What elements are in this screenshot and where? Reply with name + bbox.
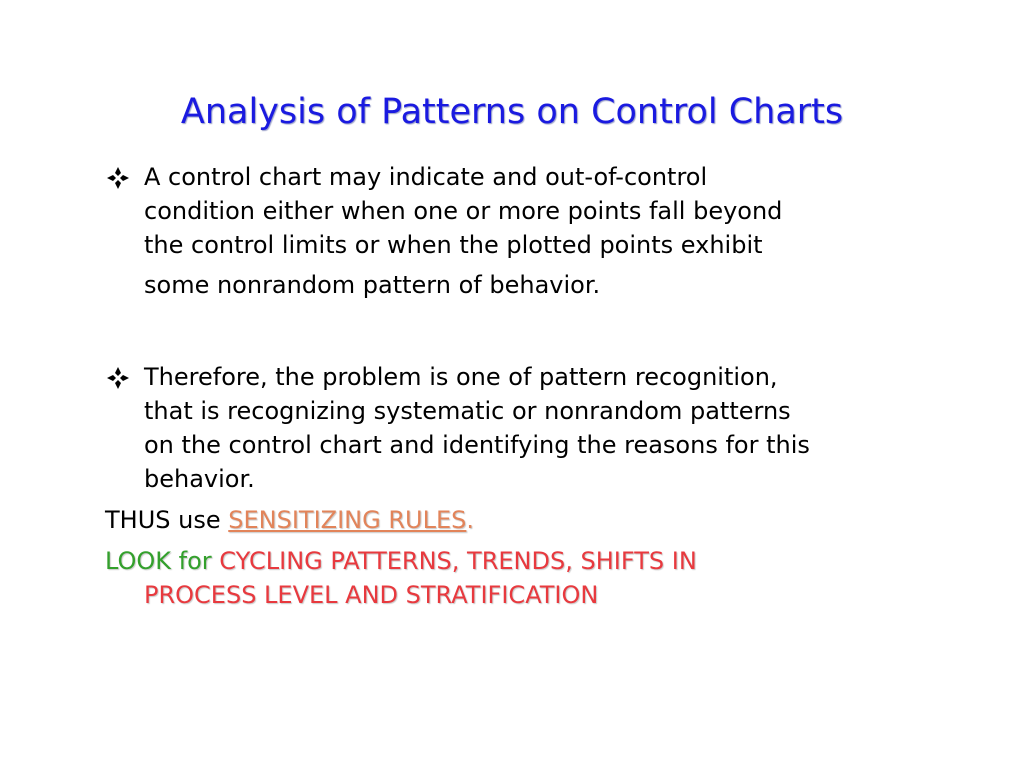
sensitizing-rules-link[interactable]: SENSITIZING RULES bbox=[228, 506, 467, 534]
thus-prefix: THUS use bbox=[105, 506, 229, 534]
bullet-item bbox=[105, 360, 955, 496]
bullet-line: the control limits or when the plotted points exhibit bbox=[144, 231, 763, 259]
diamond-bullet-icon bbox=[105, 365, 131, 391]
bullet-line: on the control chart and identifying the reasons for this bbox=[144, 431, 810, 459]
look-prefix: LOOK for bbox=[105, 547, 220, 575]
bullet-line: that is recognizing systematic or nonrandom patterns bbox=[144, 397, 791, 425]
bullet-item bbox=[105, 160, 955, 302]
bullet-line: A control chart may indicate and out-of-control bbox=[144, 163, 708, 191]
thus-line bbox=[105, 503, 474, 537]
bullet-line: behavior. bbox=[144, 465, 255, 493]
slide-title: Analysis of Patterns on Control Charts bbox=[180, 92, 844, 132]
look-line-2: PROCESS LEVEL AND STRATIFICATION bbox=[144, 581, 599, 609]
look-line-1: CYCLING PATTERNS, TRENDS, SHIFTS IN bbox=[219, 547, 697, 575]
bullet-line: condition either when one or more points fall beyond bbox=[144, 197, 783, 225]
look-for-line bbox=[105, 544, 955, 612]
diamond-bullet-icon bbox=[105, 165, 131, 191]
thus-suffix: . bbox=[466, 506, 475, 534]
bullet-line: Therefore, the problem is one of pattern recognition, bbox=[144, 363, 778, 391]
bullet-line: some nonrandom pattern of behavior. bbox=[144, 271, 601, 299]
bullet-text bbox=[144, 160, 955, 302]
bullet-text bbox=[144, 360, 955, 496]
